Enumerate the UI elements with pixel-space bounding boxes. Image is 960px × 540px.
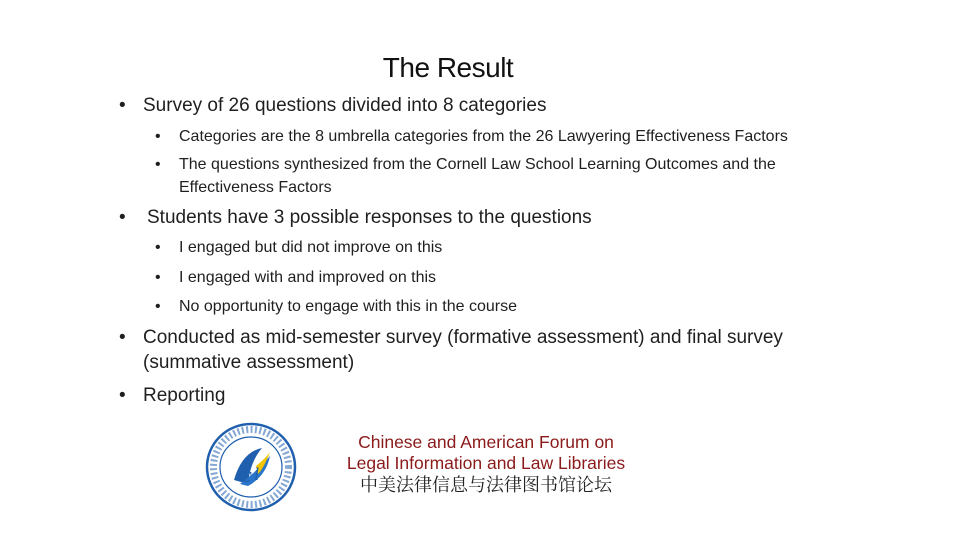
sub-bullet-text: Effectiveness Factors bbox=[179, 179, 332, 196]
bullet-dot: • bbox=[119, 95, 126, 116]
svg-text:l: l bbox=[254, 464, 260, 484]
bullet-text: (summative assessment) bbox=[143, 352, 355, 373]
sub-bullet-text: The questions synthesized from the Cornell Law School Learning Outcomes and the bbox=[179, 156, 776, 173]
bullet-item bbox=[119, 205, 592, 230]
svg-text:c: c bbox=[242, 462, 252, 487]
bullet-text: Conducted as mid-semester survey (formative assessment) and final survey bbox=[143, 327, 783, 348]
bullet-dot: • bbox=[119, 385, 126, 406]
bullet-dot: • bbox=[155, 269, 161, 286]
bullet-item bbox=[119, 93, 547, 118]
bullet-dot: • bbox=[155, 128, 161, 145]
sub-bullet-text: Categories are the 8 umbrella categories from the 26 Lawyering Effectiveness Factors bbox=[179, 128, 788, 145]
sub-bullet-continuation bbox=[179, 176, 332, 199]
org-name-block bbox=[306, 432, 666, 498]
bullet-text: Reporting bbox=[143, 385, 226, 406]
sub-bullet-item bbox=[155, 125, 788, 148]
bullet-text: Survey of 26 questions divided into 8 categories bbox=[143, 95, 547, 116]
bullet-item bbox=[119, 325, 783, 350]
sub-bullet-text: I engaged with and improved on this bbox=[179, 269, 437, 286]
bullet-text: Students have 3 possible responses to the questions bbox=[147, 207, 592, 228]
forum-seal-logo-icon bbox=[204, 422, 298, 512]
bullet-dot: • bbox=[155, 298, 161, 315]
sub-bullet-item bbox=[155, 236, 443, 259]
org-name-line2: Legal Information and Law Libraries bbox=[346, 453, 626, 473]
bullet-dot: • bbox=[119, 327, 126, 348]
bullet-item bbox=[119, 383, 226, 408]
org-name-chinese: 中美法律信息与法律图书馆论坛 bbox=[360, 475, 612, 496]
bullet-continuation bbox=[143, 350, 354, 375]
bullet-dot: • bbox=[155, 156, 161, 173]
org-name-line1: Chinese and American Forum on bbox=[358, 432, 614, 452]
sub-bullet-item bbox=[155, 266, 437, 289]
sub-bullet-item bbox=[155, 295, 517, 318]
sub-bullet-text: No opportunity to engage with this in the course bbox=[179, 298, 517, 315]
slide-title: The Result bbox=[382, 52, 514, 83]
sub-bullet-text: I engaged but did not improve on this bbox=[179, 239, 443, 256]
bullet-dot: • bbox=[119, 207, 126, 228]
bullet-dot: • bbox=[155, 239, 161, 256]
sub-bullet-item bbox=[155, 153, 776, 176]
